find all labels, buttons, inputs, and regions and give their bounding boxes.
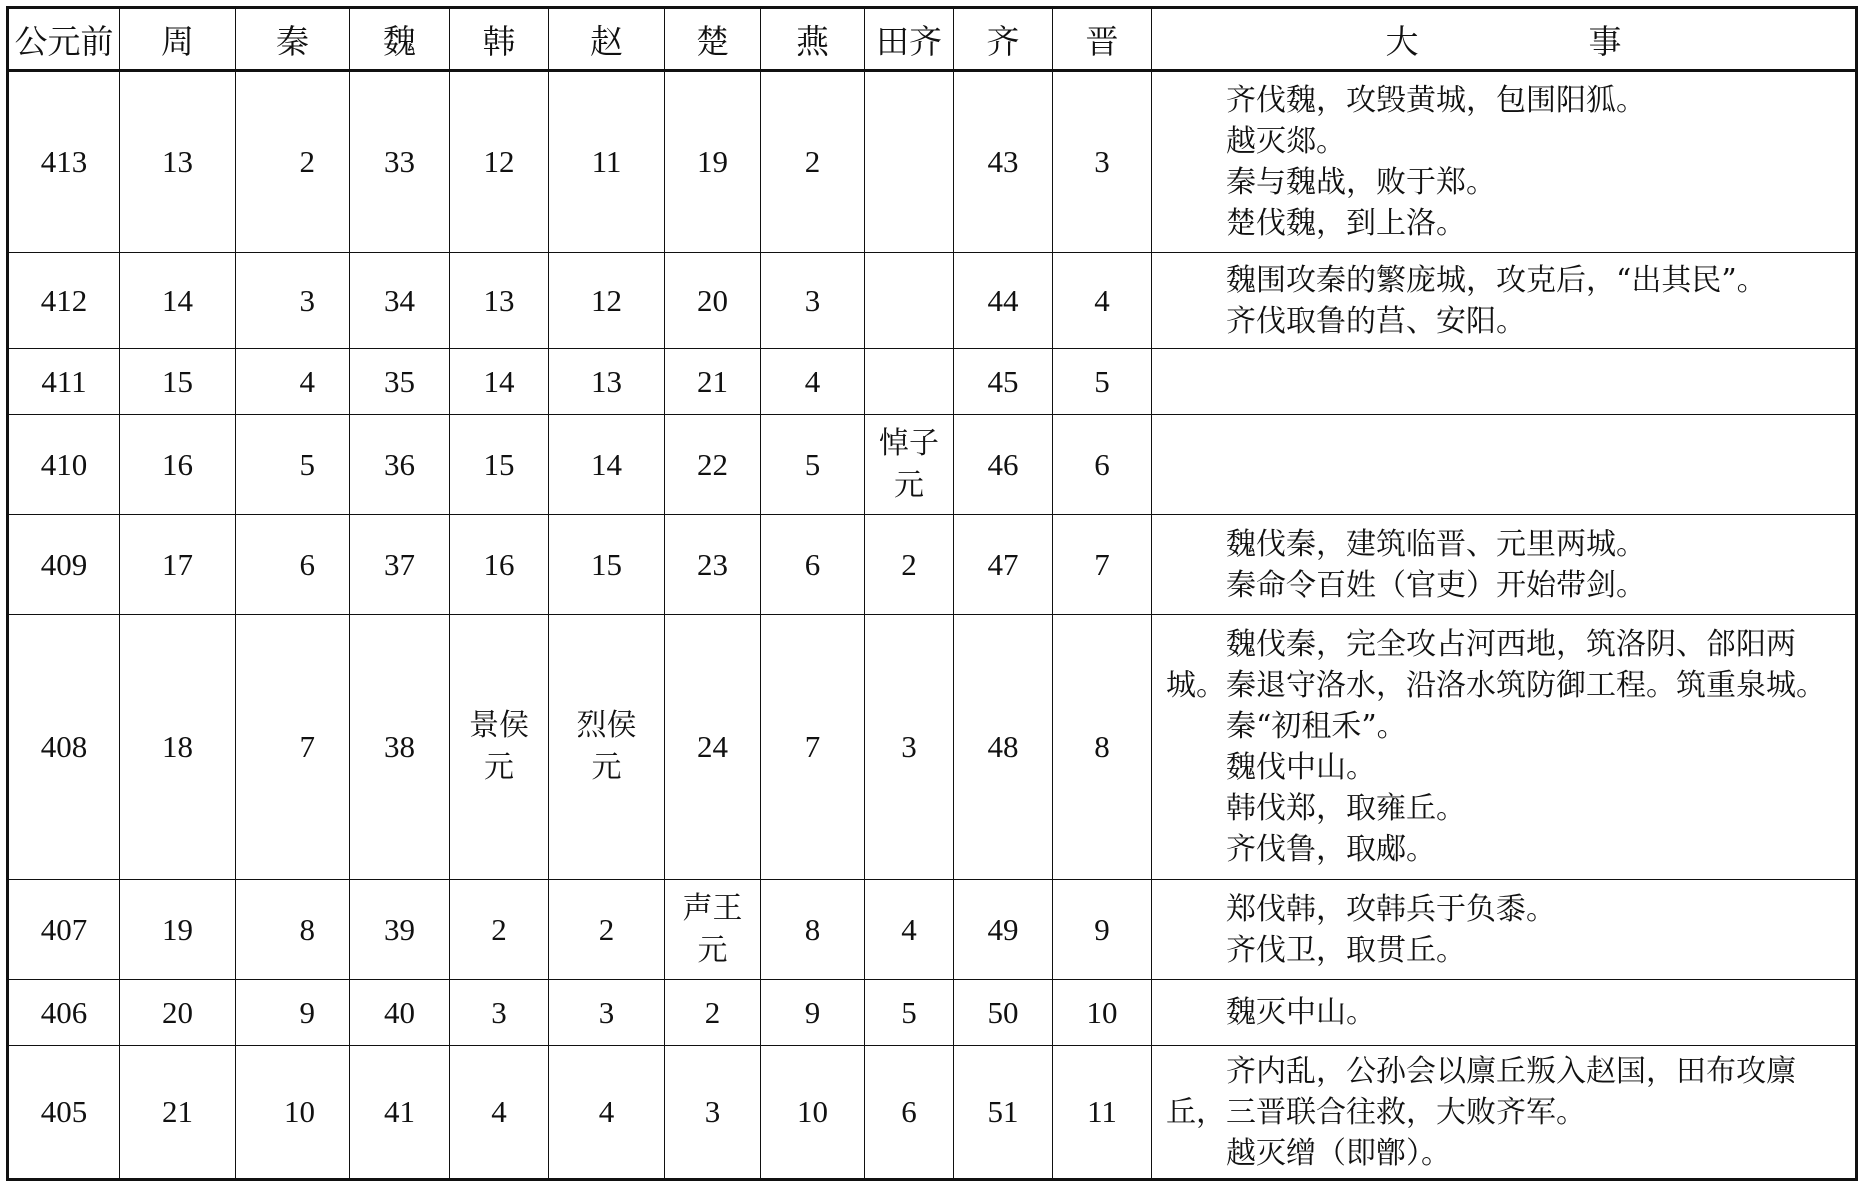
header-year: 公元前 bbox=[8, 8, 120, 71]
event-entry: 越灭郯。 bbox=[1226, 124, 1346, 159]
cell-wei: 37 bbox=[350, 515, 450, 615]
cell-qi: 49 bbox=[954, 880, 1053, 980]
event-entry: 齐伐鲁，取郕。 bbox=[1226, 832, 1436, 867]
cell-han: 4 bbox=[450, 1046, 549, 1180]
cell-year: 407 bbox=[8, 880, 120, 980]
header-zhou: 周 bbox=[120, 8, 236, 71]
header-yan: 燕 bbox=[761, 8, 865, 71]
cell-wei: 36 bbox=[350, 415, 450, 515]
cell-jin: 5 bbox=[1053, 349, 1152, 415]
cell-zhou: 17 bbox=[120, 515, 236, 615]
cell-qin: 8 bbox=[236, 880, 350, 980]
cell-han: 12 bbox=[450, 71, 549, 253]
cell-year: 413 bbox=[8, 71, 120, 253]
cell-chu: 24 bbox=[665, 615, 761, 880]
cell-wei: 38 bbox=[350, 615, 450, 880]
cell-tianqi: 6 bbox=[865, 1046, 954, 1180]
cell-qin: 6 bbox=[236, 515, 350, 615]
cell-qin: 3 bbox=[236, 253, 350, 349]
cell-yan: 10 bbox=[761, 1046, 865, 1180]
cell-wei: 33 bbox=[350, 71, 450, 253]
cell-qin: 9 bbox=[236, 980, 350, 1046]
table-row bbox=[8, 253, 1857, 349]
cell-chu: 3 bbox=[665, 1046, 761, 1180]
cell-jin: 3 bbox=[1053, 71, 1152, 253]
event-entry: 魏伐中山。 bbox=[1226, 750, 1376, 785]
cell-zhao: 15 bbox=[549, 515, 665, 615]
event-entry: 齐伐取鲁的莒、安阳。 bbox=[1226, 303, 1526, 339]
cell-zhao: 11 bbox=[549, 71, 665, 253]
event-entry: 秦命令百姓（官吏）开始带剑。 bbox=[1226, 567, 1646, 603]
cell-year: 410 bbox=[8, 415, 120, 515]
event-entry: 越灭缯（即鄫）。 bbox=[1226, 1135, 1451, 1171]
cell-qi: 46 bbox=[954, 415, 1053, 515]
cell-qi: 44 bbox=[954, 253, 1053, 349]
event-entry: 魏伐秦，建筑临晋、元里两城。 bbox=[1226, 526, 1646, 562]
cell-chu: 20 bbox=[665, 253, 761, 349]
table-row bbox=[8, 1046, 1857, 1180]
cell-year: 412 bbox=[8, 253, 120, 349]
cell-zhou: 21 bbox=[120, 1046, 236, 1180]
cell-qin: 5 bbox=[236, 415, 350, 515]
cell-chu: 19 bbox=[665, 71, 761, 253]
cell-zhao: 4 bbox=[549, 1046, 665, 1180]
cell-qi: 50 bbox=[954, 980, 1053, 1046]
cell-yan: 2 bbox=[761, 71, 865, 253]
cell-zhao: 12 bbox=[549, 253, 665, 349]
cell-jin: 8 bbox=[1053, 615, 1152, 880]
header-jin: 晋 bbox=[1053, 8, 1152, 71]
cell-events bbox=[1152, 615, 1857, 880]
header-qin: 秦 bbox=[236, 8, 350, 71]
table-row bbox=[8, 71, 1857, 253]
cell-chu: 23 bbox=[665, 515, 761, 615]
cell-yan: 7 bbox=[761, 615, 865, 880]
chronology-page bbox=[6, 6, 1858, 1174]
cell-chu: 21 bbox=[665, 349, 761, 415]
cell-zhou: 16 bbox=[120, 415, 236, 515]
cell-qi: 51 bbox=[954, 1046, 1053, 1180]
cell-year: 411 bbox=[8, 349, 120, 415]
cell-yan: 6 bbox=[761, 515, 865, 615]
cell-tianqi: 4 bbox=[865, 880, 954, 980]
cell-han: 15 bbox=[450, 415, 549, 515]
cell-yan: 5 bbox=[761, 415, 865, 515]
cell-year: 409 bbox=[8, 515, 120, 615]
cell-zhao: 3 bbox=[549, 980, 665, 1046]
event-entry: 秦“初租禾”。 bbox=[1226, 709, 1407, 744]
cell-zhao: 2 bbox=[549, 880, 665, 980]
cell-jin: 6 bbox=[1053, 415, 1152, 515]
cell-zhou: 13 bbox=[120, 71, 236, 253]
cell-events bbox=[1152, 71, 1857, 253]
cell-chu: 22 bbox=[665, 415, 761, 515]
cell-qi: 45 bbox=[954, 349, 1053, 415]
cell-han: 13 bbox=[450, 253, 549, 349]
cell-tianqi: 5 bbox=[865, 980, 954, 1046]
cell-qin: 10 bbox=[236, 1046, 350, 1180]
cell-events bbox=[1152, 515, 1857, 615]
header-wei: 魏 bbox=[350, 8, 450, 71]
event-entry: 韩伐郑，取雍丘。 bbox=[1226, 791, 1466, 826]
event-entry: 魏伐秦，完全攻占河西地，筑洛阴、郃阳两城。秦退守洛水，沿洛水筑防御工程。筑重泉城。 bbox=[1166, 627, 1826, 703]
table-row bbox=[8, 349, 1857, 415]
event-entry: 魏灭中山。 bbox=[1226, 995, 1376, 1030]
cell-wei: 40 bbox=[350, 980, 450, 1046]
cell-yan: 3 bbox=[761, 253, 865, 349]
cell-chu: 2 bbox=[665, 980, 761, 1046]
cell-wei: 39 bbox=[350, 880, 450, 980]
cell-han: 2 bbox=[450, 880, 549, 980]
cell-year: 405 bbox=[8, 1046, 120, 1180]
cell-jin: 7 bbox=[1053, 515, 1152, 615]
cell-events bbox=[1152, 980, 1857, 1046]
table-row bbox=[8, 980, 1857, 1046]
cell-jin: 11 bbox=[1053, 1046, 1152, 1180]
header-row bbox=[8, 8, 1857, 71]
event-entry: 秦与魏战，败于郑。 bbox=[1226, 165, 1496, 200]
cell-events bbox=[1152, 1046, 1857, 1180]
table-row bbox=[8, 515, 1857, 615]
cell-tianqi bbox=[865, 349, 954, 415]
cell-events bbox=[1152, 349, 1857, 415]
cell-han: 景侯元 bbox=[450, 615, 549, 880]
cell-zhou: 18 bbox=[120, 615, 236, 880]
cell-tianqi bbox=[865, 71, 954, 253]
cell-qi: 48 bbox=[954, 615, 1053, 880]
cell-zhou: 19 bbox=[120, 880, 236, 980]
cell-qi: 47 bbox=[954, 515, 1053, 615]
cell-events bbox=[1152, 880, 1857, 980]
event-entry: 郑伐韩，攻韩兵于负黍。 bbox=[1226, 891, 1556, 927]
header-events-char-1: 大 bbox=[1385, 21, 1419, 61]
warring-states-chronology-table bbox=[6, 6, 1858, 1181]
cell-yan: 4 bbox=[761, 349, 865, 415]
table-row bbox=[8, 415, 1857, 515]
cell-qin: 2 bbox=[236, 71, 350, 253]
cell-qin: 4 bbox=[236, 349, 350, 415]
cell-han: 14 bbox=[450, 349, 549, 415]
cell-zhao: 13 bbox=[549, 349, 665, 415]
cell-chu: 声王元 bbox=[665, 880, 761, 980]
event-entry: 齐伐魏，攻毁黄城，包围阳狐。 bbox=[1226, 83, 1646, 118]
cell-qin: 7 bbox=[236, 615, 350, 880]
table-row bbox=[8, 615, 1857, 880]
cell-yan: 9 bbox=[761, 980, 865, 1046]
cell-qi: 43 bbox=[954, 71, 1053, 253]
header-tianqi: 田齐 bbox=[865, 8, 954, 71]
table-body bbox=[8, 71, 1857, 1180]
cell-wei: 35 bbox=[350, 349, 450, 415]
cell-zhou: 20 bbox=[120, 980, 236, 1046]
event-entry: 魏围攻秦的繁庞城，攻克后，“出其民”。 bbox=[1226, 262, 1767, 298]
cell-yan: 8 bbox=[761, 880, 865, 980]
cell-events bbox=[1152, 415, 1857, 515]
cell-jin: 4 bbox=[1053, 253, 1152, 349]
cell-han: 3 bbox=[450, 980, 549, 1046]
cell-jin: 9 bbox=[1053, 880, 1152, 980]
cell-tianqi: 3 bbox=[865, 615, 954, 880]
cell-year: 408 bbox=[8, 615, 120, 880]
header-han: 韩 bbox=[450, 8, 549, 71]
event-entry: 齐内乱，公孙会以廪丘叛入赵国，田布攻廪丘，三晋联合往救，大败齐军。 bbox=[1166, 1053, 1796, 1130]
cell-tianqi bbox=[865, 253, 954, 349]
header-zhao: 赵 bbox=[549, 8, 665, 71]
header-events-char-2: 事 bbox=[1588, 21, 1622, 61]
cell-wei: 41 bbox=[350, 1046, 450, 1180]
cell-year: 406 bbox=[8, 980, 120, 1046]
cell-han: 16 bbox=[450, 515, 549, 615]
cell-events bbox=[1152, 253, 1857, 349]
cell-jin: 10 bbox=[1053, 980, 1152, 1046]
event-entry: 楚伐魏，到上洛。 bbox=[1226, 206, 1466, 241]
cell-zhao: 烈侯元 bbox=[549, 615, 665, 880]
cell-zhao: 14 bbox=[549, 415, 665, 515]
cell-tianqi: 悼子元 bbox=[865, 415, 954, 515]
table-row bbox=[8, 880, 1857, 980]
event-entry: 齐伐卫，取贯丘。 bbox=[1226, 932, 1466, 968]
header-chu: 楚 bbox=[665, 8, 761, 71]
cell-zhou: 15 bbox=[120, 349, 236, 415]
cell-wei: 34 bbox=[350, 253, 450, 349]
cell-tianqi: 2 bbox=[865, 515, 954, 615]
cell-zhou: 14 bbox=[120, 253, 236, 349]
header-qi: 齐 bbox=[954, 8, 1053, 71]
header-events bbox=[1152, 8, 1857, 71]
